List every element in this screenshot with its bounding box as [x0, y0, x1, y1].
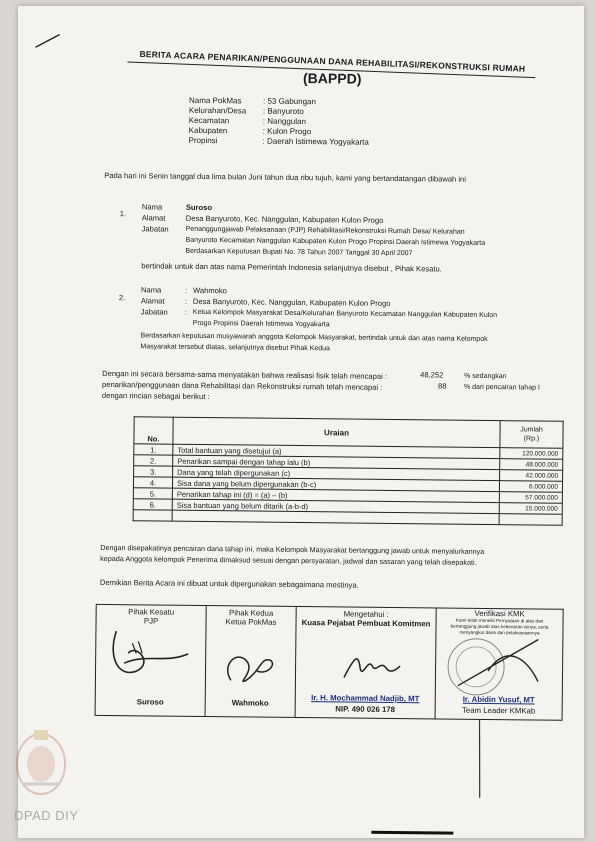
- calculation-table: [133, 416, 564, 525]
- stamp-kmk: [438, 630, 559, 701]
- label: Nama: [140, 285, 162, 295]
- info-sep: :: [262, 136, 265, 146]
- seal-logo: [14, 724, 68, 798]
- label: Nama: [141, 202, 163, 212]
- sep: :: [184, 285, 188, 295]
- cell-empty: [499, 514, 562, 526]
- party2-address: Desa Banyuroto, Kec. Nanggulan, Kabupaten Kulon Progo: [192, 296, 391, 308]
- party2-name: Wahmoko: [192, 285, 227, 296]
- info-row: [189, 136, 369, 148]
- verif-text: bertanggung jawab atas kebenaran isinya, serta: [450, 623, 549, 630]
- bottom-bar: [371, 831, 453, 835]
- pct-fisik-unit: % sedangkan: [464, 372, 507, 381]
- signature-wahmoko: [216, 640, 287, 691]
- cell-jumlah: 42.000.000: [500, 470, 563, 482]
- label: Alamat: [141, 213, 166, 223]
- sig-role: Ketua PokMas: [225, 617, 277, 627]
- cell-no: 5.: [133, 488, 172, 499]
- party2-closing-cont: Masyarakat tersebut diatas, selanjutnya disebut Pihak Kedua: [140, 343, 330, 353]
- info-sep: :: [262, 126, 265, 136]
- label: Jabatan: [140, 307, 168, 317]
- sig-role: Kuasa Pejabat Pembuat Komitmen: [301, 618, 431, 629]
- party2-closing: Berdasarkan keputusan musyawarah anggota Kelompok Masyarakat, bertindak untuk dan atas nama Kelompok: [140, 332, 488, 343]
- verif-text: menyangkut dana dan pelaksanaannya: [459, 629, 540, 636]
- sig-nip: NIP. 490 026 178: [335, 704, 396, 715]
- sig-ppk: [296, 607, 437, 718]
- cell-no: 1.: [134, 444, 173, 455]
- party1-position: Penanggungjawab Pelaksanaan (PJP) Rehabilitasi/Rekonstruksi Rumah Desa/ Kelurahan: [185, 225, 465, 236]
- sig-label: Pihak Kedua: [228, 608, 274, 618]
- info-key: Nama PokMas: [188, 95, 242, 106]
- jumlah-unit: (Rp.): [523, 435, 540, 443]
- cell-jumlah: 120.000.000: [500, 448, 563, 460]
- party1-block: [141, 201, 582, 261]
- cell-uraian: Dana yang telah dipergunakan (c): [173, 466, 500, 480]
- info-value: Kulon Progo: [267, 126, 312, 137]
- sig-role: Team Leader KMKab: [461, 705, 536, 716]
- statement-line1: Dengan ini secara bersama-sama menyatakan bahwa realisasi fisik telah mencapai :: [102, 368, 388, 381]
- sep: :: [184, 296, 188, 306]
- after-text-1: Dengan disepakatinya pencairan dana tahap ini, maka Kelompok Masyarakat bertanggung jawab untuk menyalurkannya: [100, 542, 485, 556]
- cell-empty: [172, 510, 499, 524]
- party2-block: [141, 284, 581, 333]
- pen-line: [474, 720, 485, 800]
- verif-text: Kami telah meneliti Pernyataan di atas dan: [455, 617, 544, 624]
- cell-empty: [133, 510, 172, 521]
- sig-pihak-kedua: [206, 606, 297, 717]
- statement-line3: dengan rincian sebagai berikut :: [101, 390, 210, 402]
- pen-mark: [34, 31, 64, 51]
- cell-no: 3.: [134, 466, 173, 477]
- sig-pihak-kesatu: [96, 605, 207, 716]
- col-header-no: No.: [134, 417, 173, 444]
- party2-number: 2.: [118, 293, 126, 303]
- document-title: BERITA ACARA PENARIKAN/PENGGUNAAN DANA REHABILITASI/REKONSTRUKSI RUMAH: [139, 48, 526, 74]
- info-sep: :: [262, 116, 266, 126]
- pct-fisik: 48,252: [420, 370, 444, 380]
- info-value: Nanggulan: [267, 116, 307, 127]
- pct-dana: 88: [437, 381, 447, 391]
- info-key: Propinsi: [188, 135, 218, 146]
- col-header-jumlah: [500, 421, 563, 449]
- sep: :: [184, 307, 187, 317]
- sig-name: Ir. Abidin Yusuf, MT: [462, 694, 535, 705]
- signature-nadjib: [334, 647, 404, 688]
- signature-suroso: [106, 623, 197, 684]
- jumlah-label: Jumlah: [520, 426, 543, 434]
- party2-position-cont: Progo Propinsi Daerah Istimewa Yogyakarta: [192, 319, 330, 329]
- party2-position: Ketua Kelompok Masyarakat Desa/Kelurahan Banyuroto Kecamatan Nanggulan Kabupaten Kulon: [192, 308, 498, 320]
- closing-text: Demikian Berita Acara ini dibuat untuk dipergunakan sebagaimana mestinya.: [99, 577, 359, 590]
- document-subtitle: (BAPPD): [302, 70, 362, 87]
- cell-no: 6.: [133, 499, 172, 510]
- sig-kmk: [436, 608, 563, 719]
- party1-decree: Berdasarkan Keputusan Bupati No. 78 Tahun 2007 Tanggal 30 April 2007: [185, 247, 413, 258]
- cell-jumlah: 48.000.000: [500, 459, 563, 471]
- cell-no: 4.: [133, 477, 172, 488]
- intro-text: Pada hari ini Senin tanggal dua lima bulan Juni tahun dua ribu tujuh, kami yang bertandatangan dibawah ini: [104, 170, 467, 184]
- info-sep: :: [262, 96, 266, 106]
- watermark-text: DPAD DIY: [14, 808, 79, 823]
- info-value: 53 Gabungan: [267, 96, 317, 107]
- sig-name: Wahmoko: [231, 698, 269, 708]
- info-value: Daerah Istimewa Yogyakarta: [267, 136, 369, 147]
- cell-uraian: Sisa dana yang belum dipergunakan (b-c): [172, 477, 499, 491]
- sig-label: Mengetahui :: [343, 609, 389, 619]
- cell-jumlah: 57.000.000: [499, 492, 562, 504]
- sig-role: PJP: [143, 616, 159, 626]
- party1-name: Suroso: [185, 202, 213, 213]
- cell-uraian: Penarikan tahap ini (d) = (a) – (b): [172, 488, 499, 502]
- party1-position-cont: Banyuroto Kecamatan Nanggulan Kabupaten Kulon Progo Propinsi Daerah Istimewa Yogyakarta: [185, 236, 486, 247]
- sig-name: Suroso: [136, 697, 164, 707]
- statement-line2: penarikan/penggunaan dana Rehabilitasi dan Rekonstruksi rumah telah mencapai :: [101, 379, 383, 392]
- sig-label: Pihak Kesatu: [128, 607, 175, 617]
- info-value: Banyuroto: [267, 106, 304, 117]
- info-key: Kabupaten: [188, 125, 228, 136]
- party1-address: Desa Banyuroto, Kec. Nanggulan, Kabupaten Kulon Progo: [185, 213, 384, 225]
- pct-dana-unit: % dari pencairan tahap I: [463, 383, 540, 392]
- cell-jumlah: 15.000.000: [499, 503, 562, 515]
- label: Jabatan: [141, 224, 169, 234]
- after-text-2: kepada Anggota kelompok Penerima dimaksud sesuai dengan persyaratan, jadwal dan sasaran yang telah disepakati.: [100, 553, 477, 567]
- info-key: Kecamatan: [188, 115, 230, 126]
- cell-uraian: Penarikan sampai dengan tahap lalu (b): [173, 455, 500, 469]
- sig-label: Verifikasi KMK: [474, 608, 525, 619]
- party1-closing: bertindak untuk dan atas nama Pemerintah Indonesia selanjutnya disebut , Pihak Kesatu.: [141, 261, 442, 274]
- col-header-uraian: Uraian: [173, 417, 500, 447]
- sig-name: Ir. H. Mochammad Nadjib, MT: [311, 693, 420, 704]
- label: Alamat: [140, 296, 165, 306]
- document-page: [18, 6, 584, 838]
- signature-table: [95, 604, 564, 721]
- cell-jumlah: 6.000.000: [499, 481, 562, 493]
- cell-no: 2.: [134, 455, 173, 466]
- pokmas-info: [189, 96, 370, 148]
- cell-uraian: Sisa bantuan yang belum ditarik (a-b-d): [172, 499, 499, 513]
- cell-uraian: Total bantuan yang disetujui (a): [173, 444, 500, 458]
- party1-number: 1.: [119, 209, 127, 219]
- info-key: Kelurahan/Desa: [188, 105, 247, 116]
- info-sep: :: [262, 106, 266, 116]
